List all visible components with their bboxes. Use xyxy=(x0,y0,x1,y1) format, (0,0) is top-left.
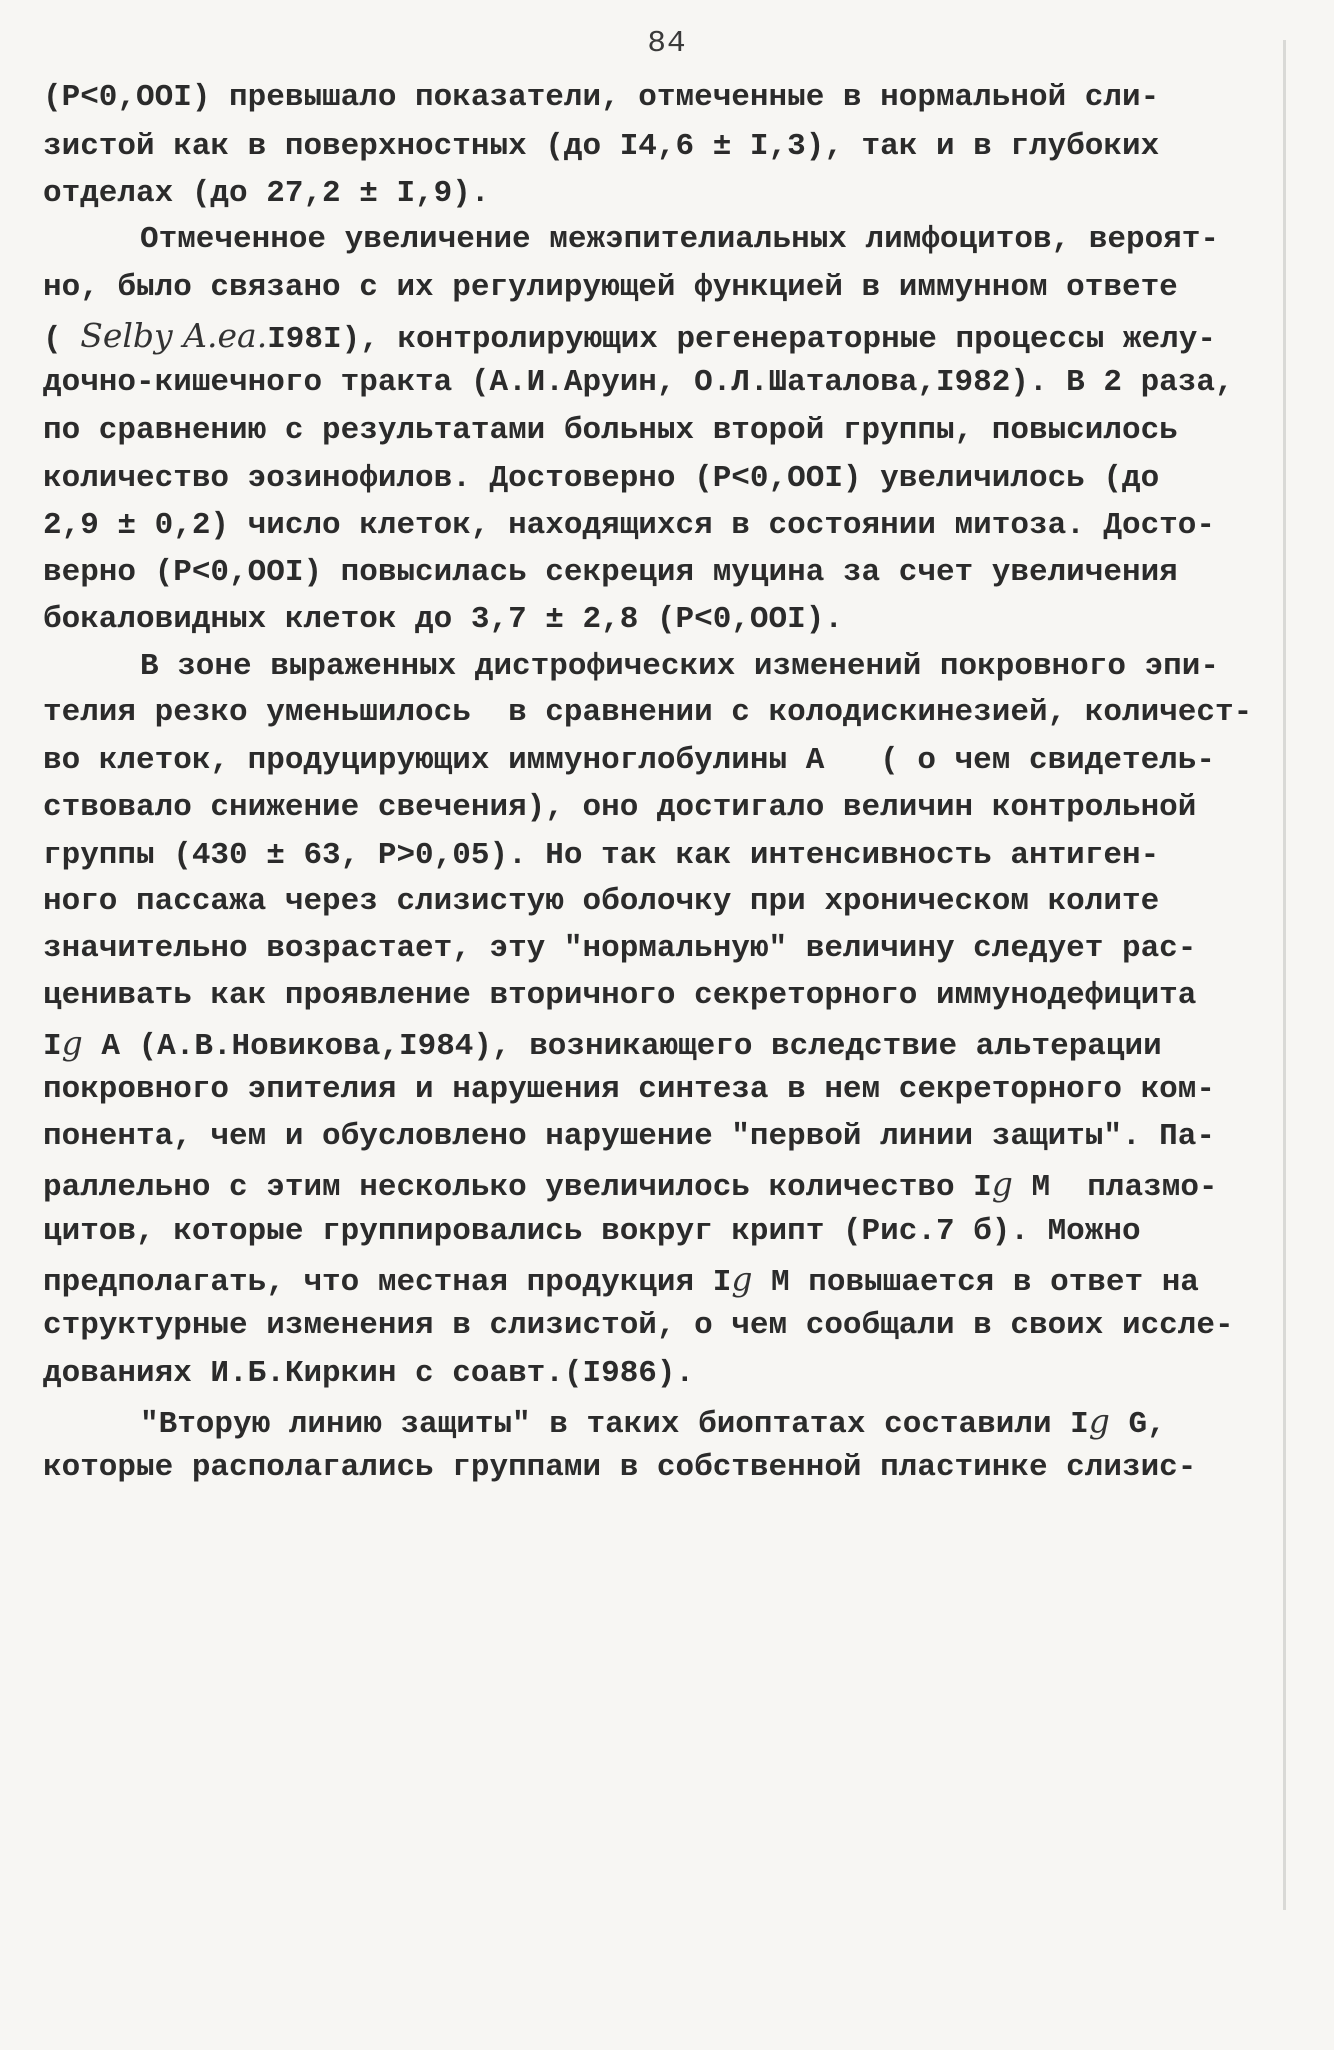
handwritten-insert: g xyxy=(731,1259,753,1298)
text-line: ценивать как проявление вторичного секреторного иммунодефицита xyxy=(43,978,1197,1013)
handwritten-insert: g xyxy=(1088,1401,1110,1440)
text-line: цитов, которые группировались вокруг крипт (Рис.7 б). Можно xyxy=(43,1214,1141,1249)
line-segment: предполагать, что местная продукция I xyxy=(43,1265,732,1300)
line-segment: I xyxy=(43,1029,62,1064)
text-line: Отмеченное увеличение межэпителиальных лимфоцитов, вероят- xyxy=(140,222,1219,257)
text-line: бокаловидных клеток до 3,7 ± 2,8 (P<0,OOI). xyxy=(43,602,843,637)
text-line: ствовало снижение свечения), оно достигало величин контрольной xyxy=(43,790,1197,825)
text-line: В зоне выраженных дистрофических изменений покровного эпи- xyxy=(140,649,1219,684)
line-segment: М повышается в ответ на xyxy=(752,1265,1199,1300)
text-line: которые располагались группами в собственной пластинке слизис- xyxy=(43,1450,1197,1485)
page-number: 84 xyxy=(647,26,687,61)
line-segment: М плазмо- xyxy=(1012,1170,1218,1205)
text-line xyxy=(43,1259,1199,1303)
handwritten-insert: g xyxy=(991,1164,1013,1203)
text-line: во клеток, продуцирующих иммуноглобулины А ( о чем свидетель- xyxy=(43,743,1215,778)
line-segment: ( xyxy=(43,322,81,357)
text-line: ного пассажа через слизистую оболочку при хроническом колите xyxy=(43,884,1160,919)
page-edge-rule xyxy=(1283,40,1286,1910)
text-line: верно (P<0,OOI) повысилась секреция муцина за счет увеличения xyxy=(43,555,1178,590)
line-segment: раллельно с этим несколько увеличилось количество I xyxy=(43,1170,992,1205)
text-line: группы (430 ± 63, P>0,05). Но так как интенсивность антиген- xyxy=(43,838,1160,873)
handwritten-insert: g xyxy=(61,1023,83,1062)
text-line: структурные изменения в слизистой, о чем сообщали в своих иссле- xyxy=(43,1308,1234,1343)
line-segment: I98I), контролирующих регенераторные процессы желу- xyxy=(267,322,1216,357)
line-segment: "Вторую линию защиты" в таких биоптатах составили I xyxy=(140,1407,1089,1442)
text-line: отделах (до 27,2 ± I,9). xyxy=(43,176,490,211)
text-line: покровного эпителия и нарушения синтеза в нем секреторного ком- xyxy=(43,1072,1215,1107)
text-line: 2,9 ± 0,2) число клеток, находящихся в состоянии митоза. Досто- xyxy=(43,508,1215,543)
text-line: зистой как в поверхностных (до I4,6 ± I,3), так и в глубоких xyxy=(43,129,1160,164)
text-line: дочно-кишечного тракта (А.И.Аруин, О.Л.Шаталова,I982). В 2 раза, xyxy=(43,365,1234,400)
text-line: количество эозинофилов. Достоверно (P<0,OOI) увеличилось (до xyxy=(43,461,1160,496)
line-segment: А (А.В.Новикова,I984), возникающего вследствие альтерации xyxy=(82,1029,1162,1064)
text-line: по сравнению с результатами больных второй группы, повысилось xyxy=(43,413,1178,448)
line-segment: G, xyxy=(1109,1407,1166,1442)
handwritten-insert: Selby A.ea. xyxy=(80,316,268,355)
text-line: дованиях И.Б.Киркин с соавт.(I986). xyxy=(43,1356,695,1391)
text-line: телия резко уменьшилось в сравнении с колодискинезией, количест- xyxy=(43,695,1253,730)
text-line: но, было связано с их регулирующей функцией в иммунном ответе xyxy=(43,270,1178,305)
text-line xyxy=(140,1401,1166,1445)
text-line xyxy=(43,1023,1162,1067)
text-line xyxy=(43,316,1216,360)
text-line: понента, чем и обусловлено нарушение "первой линии защиты". Па- xyxy=(43,1119,1215,1154)
text-line xyxy=(43,1164,1218,1208)
text-line: (P<0,OOI) превышало показатели, отмеченные в нормальной сли- xyxy=(43,80,1160,115)
text-line: значительно возрастает, эту "нормальную" величину следует рас- xyxy=(43,931,1197,966)
